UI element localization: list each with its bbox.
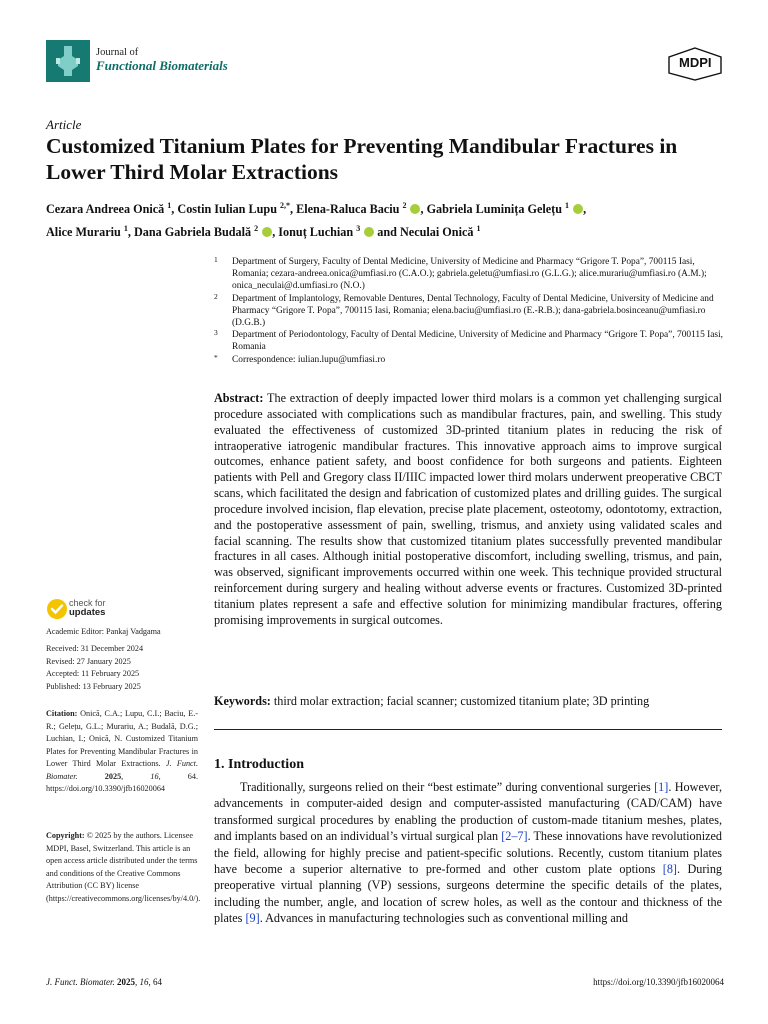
keywords-label: Keywords: [214,694,271,708]
citation-journal: J. Funct. Biomater. [46,759,198,781]
publication-dates [46,643,198,693]
author-name: Cezara Andreea Onică [46,202,165,217]
author-name: Gabriela Luminița Gelețu [426,202,562,217]
check-label: check for [69,598,106,608]
affiliation-number: * [214,352,218,362]
author-affiliation-sup: 2 [402,201,407,210]
affiliation-number: 1 [214,255,218,264]
author-affiliation-sup: 1 [167,201,172,210]
author-name: Elena-Raluca Baciu [296,202,400,217]
citation-link[interactable]: [2–7] [501,829,528,844]
affiliation-3 [214,329,726,353]
author-name: Neculai Onică [400,225,474,240]
affiliation-text: Correspondence: iulian.lupu@umfiasi.ro [232,354,386,365]
footer-doi-link[interactable]: https://doi.org/10.3390/jfb16020064 [593,977,724,987]
orcid-icon[interactable] [364,227,374,237]
author-name: Dana Gabriela Budală [133,225,252,240]
citation-text: Onică, C.A.; Lupu, C.I.; Baciu, E.-R.; Gelețu, G.L.; Murariu, A.; Budală, D.G.; Luchian, I.; Onică, N. Customized Titanium Plates for Preventing Mandibular Fractures in Lower Third Molar Extractions. [46,709,198,768]
divider [214,729,722,730]
article-type: Article [46,117,82,132]
author-affiliation-sup: 1 [565,201,570,210]
author-affiliation-sup: 1 [123,224,128,234]
article-title: Customized Titanium Plates for Preventing Mandibular Fractures in Lower Third Molar Extractions [46,134,678,184]
author-separator: , [127,225,134,240]
citation-link[interactable]: [8] [662,862,677,877]
citation-volume: 16 [150,771,159,781]
author-separator: , [583,202,587,217]
date-received: Received: 31 December 2024 [46,644,144,653]
citation-label: Citation: [46,709,78,718]
author-separator: , [171,202,178,217]
citation-link[interactable]: [9] [245,911,260,926]
citation-block: Citation: Onică, C.A.; Lupu, C.I.; Baciu, E.-R.; Gelețu, G.L.; Murariu, A.; Budală, D.G.; Luchian, I.; Onică, N. Customized Titanium Plates for Preventing Mandibular Fractures in Lower Third Molar Extractions. J. Funct. Biomater. 2025, 16, 64. https://doi.org/10.3390/jfb16020064 [46,709,199,793]
date-published: Published: 13 February 2025 [46,681,141,691]
author-name: Costin Iulian Lupu [177,202,277,217]
date-accepted: Accepted: 11 February 2025 [46,669,140,678]
affiliation-text: Department of Periodontology, Faculty of Dental Medicine, University of Medicine and Pharmacy “Grigore T. Popa”, 700115 Iasi, Romania [232,330,724,353]
author-affiliation-sup: 2,* [280,201,291,210]
copyright-block [46,830,201,905]
affiliation-1 [214,256,726,293]
intro-text: . During preoperative virtual planning (VP) sessions, surgeons determine the specific details of the plates, including the number, angle, and location of screw holes, as well as the contour and thickness of the plates [214,862,723,926]
check-for-updates-button[interactable] [69,599,106,617]
journal-logo-icon [46,40,90,82]
author-affiliation-sup: 2 [254,224,259,234]
abstract-label: Abstract: [214,391,264,405]
footer-journal: J. Funct. Biomater. [46,977,115,987]
footer-citation: J. Funct. Biomater. 2025, 16, 64 [46,977,162,987]
intro-text: Traditionally, surgeons relied on their “best estimate” during conventional surgeries [240,780,655,794]
intro-text: . Advances in manufacturing technologies such as conventional milling and [259,911,628,926]
abstract-text: The extraction of deeply impacted lower third molars is a common yet challenging surgical procedure associated with complications such as mandibular fractures, pain, and swelling. This study evaluated the effectiveness of customized 3D-printed titanium plates in reducing the risk of intraoperative iatrogenic mandibular fractures. This innovative approach aims to improve surgical outcomes, enhance patient safety, and boost confidence for both surgeons and patients. Eighteen patients with Pell and Gregory class II/IIIC impacted lower third molars underwent preoperative CBCT scans, which facilitated the design and fabrication of customized plates and drilling guides. The surgical procedure involved incision, flap elevation, precise plate placement, osteotomy, odontotomy, extraction, and the postoperative assessment of pain, swelling, trismus, and anxiety using validated scales and facial scanning. The results show that customized titanium plates successfully prevented mandibular fractures in all cases. Although initial postoperative discomfort, including swelling, trismus, and pain, was observed, significant improvements occurred within one week. This technique provided structural reinforcement during surgery and healing without adverse events or fractures. Customized 3D-printed titanium plates represent a safe and effective solution for minimizing mandibular fractures, offering promising improvements in surgical outcomes. [214,391,722,627]
publisher-name: MDPI [679,55,712,70]
author-name: Ionuț Luchian [278,225,354,240]
affiliation-2 [214,293,726,330]
intro-paragraph [214,779,722,927]
journal-name-line2: Functional Biomaterials [96,58,228,73]
author-separator: , [272,225,279,240]
orcid-icon[interactable] [262,227,272,237]
keywords [214,693,722,709]
citation-year: 2025 [104,771,122,781]
citation-doi[interactable]: , 64. https://doi.org/10.3390/jfb16020064 [46,771,199,793]
orcid-icon[interactable] [573,204,583,214]
author-separator: and [374,225,400,240]
intro-text: . These innovations have revolutionized the field, allowing for highly precise and patient-specific solutions. Recently, custom titanium plates have become a superior alternative to pre-formed and other custom plate options [214,829,722,877]
footer-volume: 16 [139,977,149,987]
orcid-icon[interactable] [410,204,420,214]
affiliation-text: Department of Implantology, Removable Dentures, Dental Technology, Faculty of Dental Medicine, University of Medicine and Pharmacy “Grigore T. Popa”, 700115 Iasi, Romania; elena.baciu@umfiasi.ro (E.-R.B.); dana-gabriela.bosinceanu@umfiasi.ro (D.G.B.) [232,293,714,329]
affiliation-number: 3 [214,328,218,338]
author-separator: , [420,202,427,217]
citation-link[interactable]: [1] [654,780,669,794]
journal-name-line1: Journal of [96,47,139,58]
updates-label: updates [69,607,106,618]
affiliation-text: Department of Surgery, Faculty of Dental Medicine, University of Medicine and Pharmacy “Grigore T. Popa”, 700115 Iasi, Romania; cezara-andreea.onica@umfiasi.ro (C.A.O.); gabriela.geletu@umfiasi.ro (G.L.G.); alice.murariu@umfiasi.ro (A.M.); onica_neculai@d.umfiasi.ro (N.O.) [232,257,707,292]
intro-text: . However, advancements in computer-aided design and computer-assisted manufacturing (CAD/CAM) have transformed surgical procedures by enabling the production of custom-made titanium meshes, plates, and implants based on an individual’s virtual surgical plan [214,780,722,844]
author-name: Alice Murariu [46,225,121,240]
date-revised: Revised: 27 January 2025 [46,656,131,666]
author-affiliation-sup: 1 [476,224,481,234]
footer-year: 2025 [117,977,135,987]
keywords-text: third molar extraction; facial scanner; customized titanium plate; 3D printing [273,694,650,708]
check-for-updates-icon[interactable] [46,598,68,625]
copyright-text: © 2025 by the authors. Licensee MDPI, Basel, Switzerland. This article is an open access article distributed under the terms and conditions of the Creative Commons Attribution (CC BY) license (https://creativecommons.org/licenses/by/4.0/). [46,831,201,903]
section-heading: 1. Introduction [214,757,304,772]
correspondence [214,354,726,366]
affiliation-number: 2 [214,291,218,301]
copyright-label: Copyright: [46,831,85,840]
abstract [214,391,722,629]
author-list [46,196,736,242]
affiliations [214,256,726,366]
journal-name [96,46,228,72]
footer-article: , 64 [148,977,162,987]
author-separator: , [290,202,297,217]
author-affiliation-sup: 3 [356,224,361,234]
academic-editor: Academic Editor: Pankaj Vadgama [46,627,161,636]
